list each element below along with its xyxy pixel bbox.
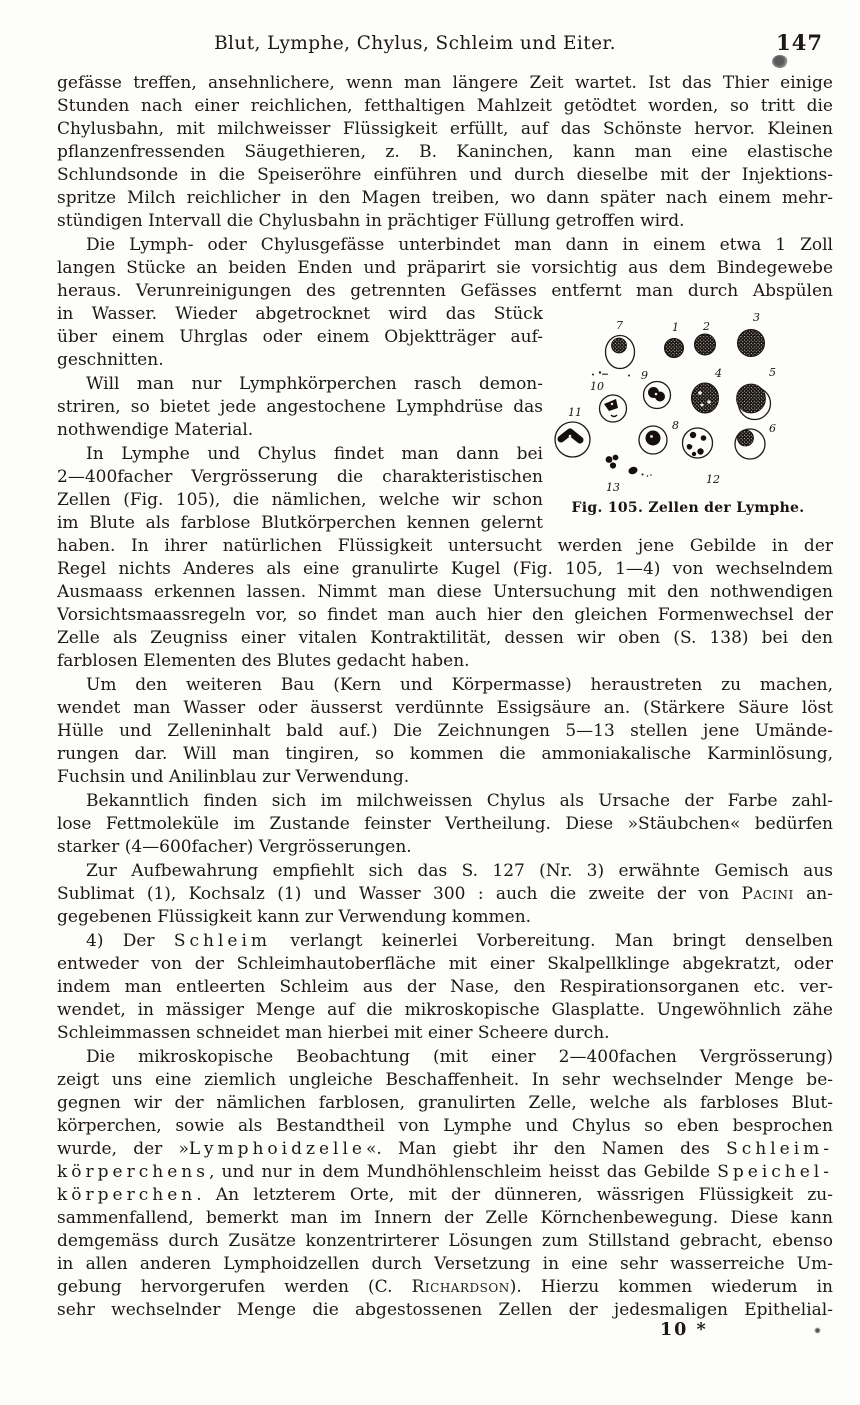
text-line: wurde, der »Lymphoidzelle«. Man giebt ihr den Namen des Schleim- — [57, 1139, 833, 1159]
text-line: Stunden nach einer reichlichen, fetthaltigen Mahlzeit getödtet worden, so tritt die — [57, 96, 833, 116]
text-line: demgemäss durch Zusätze konzentrirterer Lösungen zum Stillstand gebracht, ebenso — [57, 1231, 833, 1251]
cell-label-2: 2 — [703, 320, 710, 333]
text-line: gefässe treffen, ansehnlichere, wenn man längere Zeit wartet. Ist das Thier einige — [57, 73, 833, 93]
text-line: Zelle als Zeugniss einer vitalen Kontraktilität, dessen wir oben (S. 138) bei den — [57, 628, 833, 648]
text-line: in allen anderen Lymphoidzellen durch Versetzung in eine sehr wasserreiche Um- — [57, 1254, 833, 1274]
text-line: entweder von der Schleimhautoberfläche mit einer Skalpellklinge abgekratzt, oder — [57, 954, 833, 974]
text-line: striren, so bietet jede angestochene Lymphdrüse das — [57, 397, 543, 417]
text-line: In Lymphe und Chylus findet man dann bei — [86, 444, 543, 464]
cell-label-3: 3 — [753, 311, 760, 324]
text-line: gebung hervorgerufen werden (C. Richardson). Hierzu kommen wiederum in — [57, 1277, 833, 1297]
text-line: pflanzenfressenden Säugethieren, z. B. Kaninchen, kann man eine elastische — [57, 142, 833, 162]
text-line: körperchen. An letzterem Orte, mit der dünneren, wässrigen Flüssigkeit zu- — [57, 1185, 833, 1205]
text-line: in Wasser. Wieder abgetrocknet wird das Stück — [57, 304, 543, 324]
spaced-term: Speichel- — [717, 1162, 833, 1182]
text-line: wendet, in mässiger Menge auf die mikroskopische Glasplatte. Ungewöhnlich zähe — [57, 1000, 833, 1020]
cell-12 — [683, 428, 713, 458]
text-line: Fuchsin und Anilinblau zur Verwendung. — [57, 767, 410, 787]
text-line: sehr wechselnder Menge die abgestossenen Zellen der jedesmaligen Epithelial- — [57, 1300, 833, 1320]
cell-label-4: 4 — [715, 367, 722, 380]
text-line: Chylusbahn, mit milchweisser Flüssigkeit erfüllt, auf das Schönste hervor. Kleinen — [57, 119, 833, 139]
text-line: im Blute als farblose Blutkörperchen kennen gelernt — [57, 513, 543, 533]
text-line: Die mikroskopische Beobachtung (mit einer 2—400fachen Vergrösserung) — [86, 1047, 833, 1067]
text-line: sammenfallend, bemerkt man im Innern der Zelle Körnchenbewegung. Diese kann — [57, 1208, 833, 1228]
figure-105 — [543, 303, 833, 521]
paragraph — [57, 860, 833, 929]
spaced-term: Schleim- — [726, 1139, 833, 1159]
text-line: heraus. Verunreinigungen des getrennten Gefässes entfernt man durch Abspülen — [57, 281, 833, 301]
text-line: Die Lymph- oder Chylusgefässe unterbindet man dann in einem etwa 1 Zoll — [86, 235, 833, 255]
text-line: Schleimmassen schneidet man hierbei mit einer Scheere durch. — [57, 1023, 610, 1043]
text-line: Hülle und Zelleninhalt bald auf.) Die Zeichnungen 5—13 stellen jene Umände- — [57, 721, 833, 741]
text-line: spritze Milch reichlicher in den Magen treiben, wo dann später nach einem mehr- — [57, 188, 833, 208]
text-line: 4) Der Schleim verlangt keinerlei Vorbereitung. Man bringt denselben — [86, 931, 833, 951]
paragraph — [57, 790, 833, 859]
text-line: Will man nur Lymphkörperchen rasch demon- — [86, 374, 543, 394]
small-caps-name: Pacini — [741, 884, 794, 904]
text-line: zeigt uns eine ziemlich ungleiche Beschaffenheit. In sehr wechselnder Menge be- — [57, 1070, 833, 1090]
text-line: indem man entleerten Schleim aus der Nase, den Respirationsorganen etc. ver- — [57, 977, 833, 997]
running-head — [57, 30, 833, 58]
stray-specks — [592, 371, 630, 376]
text-line: geschnitten. — [57, 350, 164, 370]
text-line: haben. In ihrer natürlichen Flüssigkeit untersucht werden jene Gebilde in der — [57, 536, 833, 556]
text-line: körperchens, und nur in dem Mundhöhlenschleim heisst das Gebilde Speichel- — [57, 1162, 833, 1182]
text-line: rungen dar. Will man tingiren, so kommen die ammoniakalische Karminlösung, — [57, 744, 833, 764]
text-line: Regel nichts Anderes als eine granulirte Kugel (Fig. 105, 1—4) von wechselndem — [57, 559, 833, 579]
cell-13-granules — [606, 455, 652, 477]
text-line: nothwendige Material. — [57, 420, 254, 440]
text-line: lose Fettmoleküle im Zustande feinster Vertheilung. Diese »Stäubchen« bedürfen — [57, 814, 833, 834]
figure-caption: Fig. 105. Zellen der Lymphe. — [571, 500, 805, 516]
cell-3 — [738, 330, 765, 357]
cell-1 — [665, 339, 684, 358]
text-line: über einem Uhrglas oder einem Objektträger auf- — [57, 327, 543, 347]
text-line: starker (4—600facher) Vergrösserungen. — [57, 837, 412, 857]
text-line: stündigen Intervall die Chylusbahn in prächtiger Füllung getroffen wird. — [57, 211, 685, 231]
text-line: körperchen, sowie als Bestandtheil von Lymphe und Chylus so eben besprochen — [57, 1116, 833, 1136]
cell-label-13: 13 — [606, 481, 620, 494]
paragraph — [57, 674, 833, 789]
cell-label-8: 8 — [672, 419, 679, 432]
text-line: langen Stücke an beiden Enden und präparirt sie vorsichtig aus dem Bindegewebe — [57, 258, 833, 278]
lymph-cells-illustration — [543, 305, 833, 495]
stray-dot-mark — [815, 1328, 820, 1333]
text-line: wendet man Wasser oder äusserst verdünnte Essigsäure an. (Stärkere Säure löst — [57, 698, 833, 718]
cell-label-5: 5 — [769, 366, 776, 379]
cell-label-12: 12 — [706, 473, 720, 486]
text-line: Ausmaass erkennen lassen. Nimmt man diese Untersuchung mit den nothwendigen — [57, 582, 833, 602]
cell-label-7: 7 — [616, 319, 623, 332]
paragraph — [57, 1046, 833, 1322]
text-line: Vorsichtsmaassregeln vor, so findet man auch hier den gleichen Formenwechsel der — [57, 605, 833, 625]
text-line: gegnen wir der nämlichen farblosen, granulirten Zelle, welche als farbloses Blut- — [57, 1093, 833, 1113]
signature-mark: 10 * — [660, 1320, 708, 1340]
cell-label-11: 11 — [568, 406, 582, 419]
text-line: 2—400facher Vergrösserung die charakteristischen — [57, 467, 543, 487]
spaced-term: Schleim — [173, 931, 272, 951]
spaced-term: Lymphoidzelle — [188, 1139, 366, 1159]
page-number: 147 — [776, 30, 823, 55]
text-line: Schlundsonde in die Speiseröhre einführen und durch dieselbe mit der Injektions- — [57, 165, 833, 185]
cell-4 — [692, 383, 719, 413]
ink-blot-mark — [772, 55, 788, 68]
paragraph — [57, 930, 833, 1045]
spaced-term: körperchens — [57, 1162, 209, 1182]
small-caps-name: Richardson — [411, 1277, 510, 1297]
text-block — [57, 72, 833, 1322]
text-line: Zur Aufbewahrung empfiehlt sich das S. 127 (Nr. 3) erwähnte Gemisch aus — [86, 861, 833, 881]
cell-label-1: 1 — [672, 321, 679, 334]
spaced-term: körperchen — [57, 1185, 197, 1205]
page-title: Blut, Lymphe, Chylus, Schleim und Eiter. — [214, 33, 616, 54]
text-line: gegebenen Flüssigkeit kann zur Verwendung kommen. — [57, 907, 532, 927]
paragraph — [57, 72, 833, 233]
text-line: farblosen Elementen des Blutes gedacht haben. — [57, 651, 470, 671]
text-line: Um den weiteren Bau (Kern und Körpermasse) heraustreten zu machen, — [86, 675, 833, 695]
cell-label-10: 10 — [590, 380, 604, 393]
text-line: Bekanntlich finden sich im milchweissen Chylus als Ursache der Farbe zahl- — [86, 791, 833, 811]
text-line: Sublimat (1), Kochsalz (1) und Wasser 300 : auch die zweite der von Pacini an- — [57, 884, 833, 904]
cell-label-9: 9 — [641, 369, 648, 382]
cell-label-6: 6 — [769, 422, 776, 435]
text-line: Zellen (Fig. 105), die nämlichen, welche wir schon — [57, 490, 543, 510]
cell-2 — [695, 334, 716, 355]
